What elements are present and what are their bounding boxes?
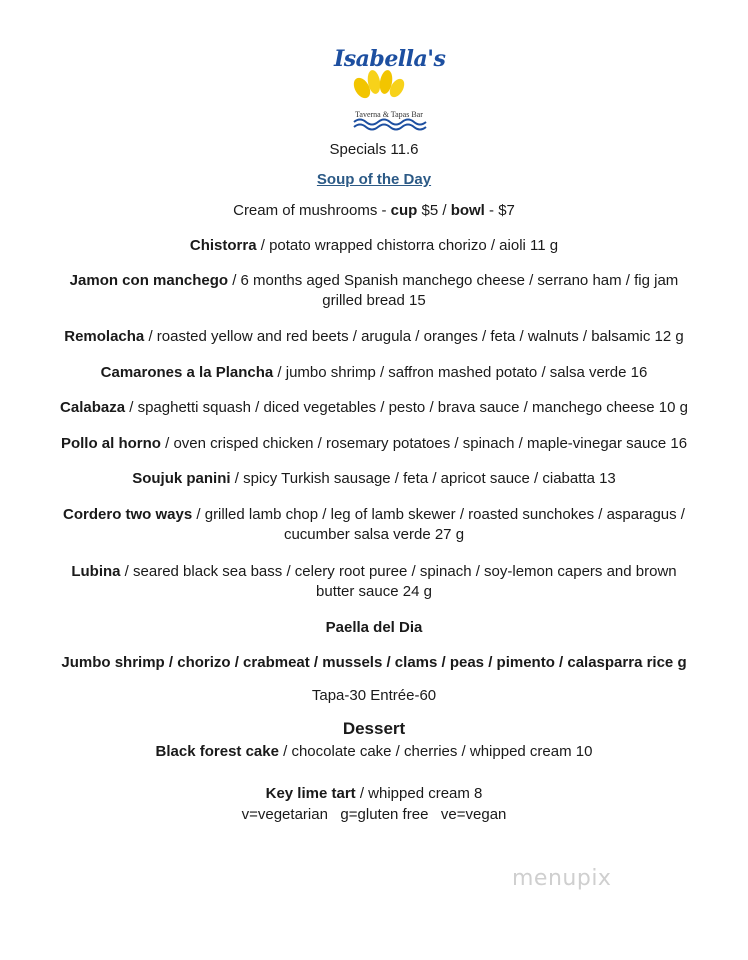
item-desc: / 6 months aged Spanish manchego cheese / serrano ham / fig jam grilled bread 15: [228, 272, 679, 309]
specials-date: Specials 11.6: [329, 141, 419, 158]
menu-item: [20, 398, 728, 418]
item-name: Chistorra: [189, 237, 257, 254]
item-desc: / whipped cream 8: [355, 785, 483, 802]
logo-name: Isabella's: [334, 46, 446, 72]
item-name: Key lime tart: [265, 785, 356, 802]
watermark: menupix: [512, 866, 612, 891]
item-desc: / grilled lamb chop / leg of lamb skewer / roasted sunchokes / asparagus / cucumber salsa verde 27 g: [192, 506, 685, 543]
paella-title: Paella del Dia: [325, 619, 423, 636]
menu-item: [20, 363, 728, 383]
item-name: Cordero two ways: [63, 506, 193, 523]
item-desc: / spicy Turkish sausage / feta / apricot sauce / ciabatta 13: [230, 470, 616, 487]
item-name: Soujuk panini: [132, 470, 231, 487]
item-name: Pollo al horno: [60, 435, 161, 452]
soup-item: Cream of mushrooms - cup $5 / bowl - $7: [233, 202, 515, 219]
item-desc: / potato wrapped chistorra chorizo / aioli 11 g: [256, 237, 559, 254]
bowl-label: bowl: [450, 202, 485, 219]
diet-legend: v=vegetarian g=gluten free ve=vegan: [241, 806, 507, 823]
soup-of-the-day-heading: Soup of the Day: [316, 171, 432, 188]
paella-prices: Tapa-30 Entrée-60: [311, 687, 437, 704]
logo-tagline: Taverna & Tapas Bar: [355, 110, 423, 119]
item-name: Remolacha: [64, 328, 145, 345]
menu-item: [20, 327, 728, 347]
menu-item: [20, 434, 728, 454]
item-desc: / chocolate cake / cherries / whipped cream 10: [278, 743, 593, 760]
dessert-item: [20, 742, 728, 762]
menu-item: [44, 505, 704, 545]
item-name: Jamon con manchego: [69, 272, 229, 289]
item-desc: / jumbo shrimp / saffron mashed potato / salsa verde 16: [273, 364, 648, 381]
item-desc: / spaghetti squash / diced vegetables / pesto / brava sauce / manchego cheese 10 g: [125, 399, 688, 416]
item-desc: / roasted yellow and red beets / arugula / oranges / feta / walnuts / balsamic 12 g: [144, 328, 684, 345]
cup-label: cup: [390, 202, 418, 219]
item-name: Camarones a la Plancha: [100, 364, 274, 381]
item-desc: / seared black sea bass / celery root puree / spinach / soy-lemon capers and brown butter sauce 24 g: [120, 563, 677, 600]
paella-ingredients: Jumbo shrimp / chorizo / crabmeat / mussels / clams / peas / pimento / calasparra rice g: [61, 654, 687, 671]
menu-item: [20, 469, 728, 489]
item-name: Lubina: [71, 563, 121, 580]
menu-item: [20, 236, 728, 256]
menu-item: [54, 562, 694, 602]
item-name: Black forest cake: [155, 743, 279, 760]
restaurant-logo: [334, 40, 444, 132]
menu-item: [56, 271, 692, 311]
item-desc: / oven crisped chicken / rosemary potatoes / spinach / maple-vinegar sauce 16: [160, 435, 688, 452]
dessert-item: [20, 784, 728, 804]
item-name: Calabaza: [60, 399, 126, 416]
dessert-heading: Dessert: [342, 719, 406, 738]
